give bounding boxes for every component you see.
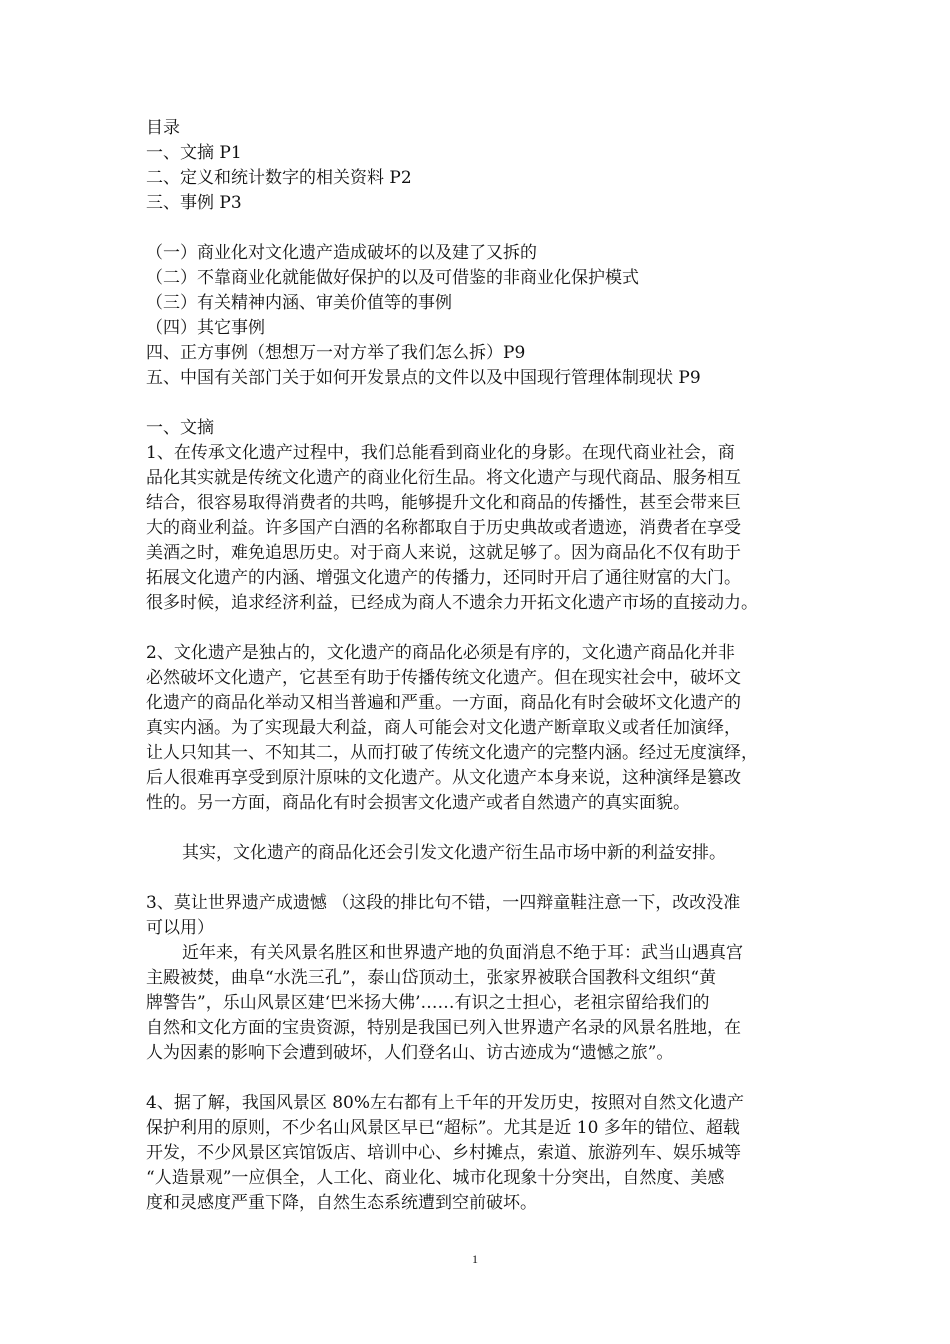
text-line: 必然破坏文化遗产，它甚至有助于传播传统文化遗产。但在现实社会中，破坏文 (146, 668, 741, 688)
text-line: 化遗产的商品化举动又相当普遍和严重。一方面，商品化有时会破坏文化遗产的 (146, 693, 741, 713)
toc-subitem: （四）其它事例 (146, 318, 265, 338)
toc-item: 五、中国有关部门关于如何开发景点的文件以及中国现行管理体制现状 P9 (146, 368, 701, 388)
text-line: 保护利用的原则，不少名山风景区早已“超标”。尤其是近 10 多年的错位、超载 (146, 1118, 740, 1138)
toc-subitem: （一）商业化对文化遗产造成破坏的以及建了又拆的 (146, 243, 537, 263)
text-line: 3、莫让世界遗产成遗憾 （这段的排比句不错，一四辩童鞋注意一下，改改没准 (146, 893, 741, 913)
text-line: 后人很难再享受到原汁原味的文化遗产。从文化遗产本身来说，这种演绎是篡改 (146, 768, 741, 788)
paragraph-2 (146, 641, 812, 816)
text-line: 很多时候，追求经济利益，已经成为商人不遗余力开拓文化遗产市场的直接动力。 (146, 593, 758, 613)
text-line: 让人只知其一、不知其二，从而打破了传统文化遗产的完整内涵。经过无度演绎， (146, 743, 758, 763)
paragraph-4 (146, 1091, 812, 1216)
text-line: 性的。另一方面，商品化有时会损害文化遗产或者自然遗产的真实面貌。 (146, 793, 690, 813)
text-line: 2、文化遗产是独占的，文化遗产的商品化必须是有序的，文化遗产商品化并非 (146, 643, 735, 663)
text-line: 牌警告”，乐山风景区建‘巴米扬大佛’……有识之士担心，老祖宗留给我们的 (146, 993, 710, 1013)
toc-subitem: （三）有关精神内涵、审美价值等的事例 (146, 293, 452, 313)
paragraph-1 (146, 441, 812, 616)
paragraph-3b (146, 941, 812, 1066)
paragraph-3 (146, 891, 812, 941)
text-line: 结合，很容易取得消费者的共鸣，能够提升文化和商品的传播性，甚至会带来巨 (146, 493, 741, 513)
text-line: 品化其实就是传统文化遗产的商业化衍生品。将文化遗产与现代商品、服务相互 (146, 468, 741, 488)
text-line: 4、据了解，我国风景区 80%左右都有上千年的开发历史，按照对自然文化遗产 (146, 1093, 745, 1113)
toc-item: 二、定义和统计数字的相关资料 P2 (146, 168, 412, 188)
text-line: 主殿被焚，曲阜“水洗三孔”，泰山岱顶动土，张家界被联合国教科文组织“黄 (146, 968, 717, 988)
text-line: 开发，不少风景区宾馆饭店、培训中心、乡村摊点，索道、旅游列车、娱乐城等 (146, 1143, 741, 1163)
toc-item: 一、文摘 P1 (146, 143, 242, 163)
paragraph-2b: 其实，文化遗产的商品化还会引发文化遗产衍生品市场中新的利益安排。 (182, 843, 726, 863)
text-line: 1、在传承文化遗产过程中，我们总能看到商业化的身影。在现代商业社会，商 (146, 443, 735, 463)
text-line: 近年来，有关风景名胜区和世界遗产地的负面消息不绝于耳：武当山遇真宫 (182, 943, 743, 963)
toc-title: 目录 (146, 118, 180, 138)
document-body (146, 116, 812, 1216)
toc-subitem: （二）不靠商业化就能做好保护的以及可借鉴的非商业化保护模式 (146, 268, 639, 288)
text-line: 人为因素的影响下会遭到破坏，人们登名山、访古迹成为“遗憾之旅”。 (146, 1043, 674, 1063)
text-line: 自然和文化方面的宝贵资源，特别是我国已列入世界遗产名录的风景名胜地，在 (146, 1018, 741, 1038)
text-line: 拓展文化遗产的内涵、增强文化遗产的传播力，还同时开启了通往财富的大门。 (146, 568, 741, 588)
page-number: 1 (472, 1252, 478, 1266)
text-line: 可以用） (146, 918, 214, 938)
text-line: 大的商业利益。许多国产白酒的名称都取自于历史典故或者遗迹，消费者在享受 (146, 518, 741, 538)
section-heading: 一、文摘 (146, 418, 214, 438)
text-line: 美酒之时，难免追思历史。对于商人来说，这就足够了。因为商品化不仅有助于 (146, 543, 741, 563)
toc-item: 四、正方事例（想想万一对方举了我们怎么拆）P9 (146, 343, 526, 363)
text-line: 真实内涵。为了实现最大利益，商人可能会对文化遗产断章取义或者任加演绎， (146, 718, 741, 738)
text-line: “人造景观”一应俱全，人工化、商业化、城市化现象十分突出，自然度、美感 (146, 1168, 725, 1188)
text-line: 度和灵感度严重下降，自然生态系统遭到空前破坏。 (146, 1193, 537, 1213)
toc-item: 三、事例 P3 (146, 193, 242, 213)
